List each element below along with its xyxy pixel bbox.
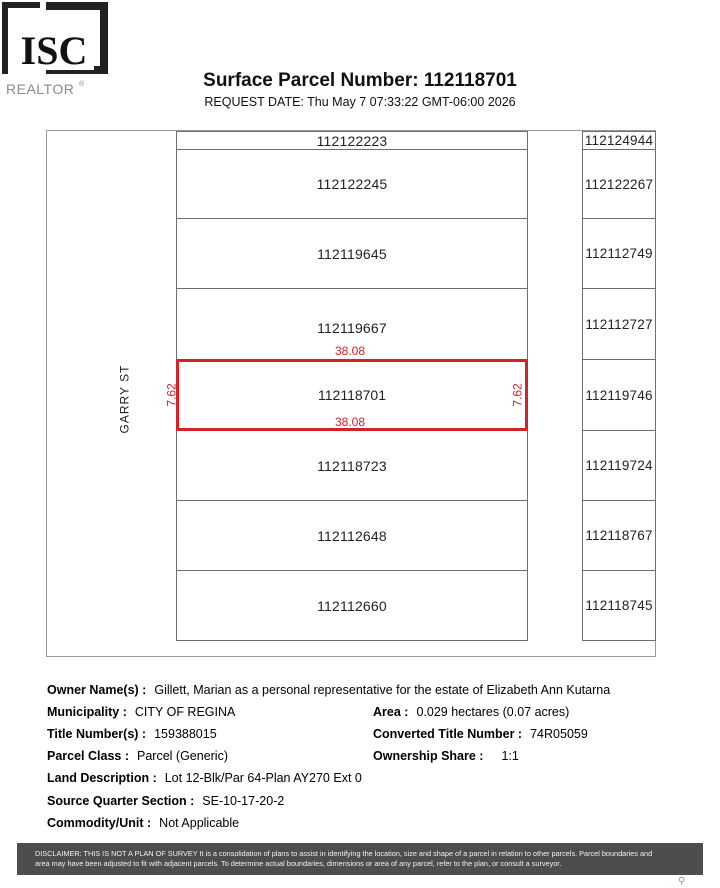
area-label: Area : (373, 705, 409, 719)
parcel-right-3: 112112749 (582, 218, 656, 289)
owner-row (47, 683, 610, 697)
area-row (373, 705, 569, 719)
source-quarter-value: SE-10-17-20-2 (202, 794, 285, 808)
request-date: REQUEST DATE: Thu May 7 07:33:22 GMT-06:00 2026 (204, 95, 516, 109)
converted-title-label: Converted Title Number : (373, 727, 523, 741)
ownership-share-value: 1:1 (501, 749, 519, 763)
page-title: Surface Parcel Number: 112118701 (203, 70, 517, 91)
dimension-bottom: 38.08 (335, 415, 366, 429)
parcel-right-4: 112112727 (582, 288, 656, 360)
parcel-left-5: 112118723 (176, 430, 528, 501)
parcel-left-6: 112112648 (176, 500, 528, 571)
parcel-left-7: 112112660 (176, 570, 528, 641)
converted-title-row (373, 727, 588, 741)
disclaimer-banner (17, 843, 703, 875)
municipality-value: CITY OF REGINA (134, 705, 236, 719)
ownership-share-label: Ownership Share : (373, 749, 484, 763)
parcel-right-2: 112122267 (582, 149, 656, 219)
commodity-value: Not Applicable (159, 816, 240, 830)
parcel-left-1: 112122223 (176, 131, 528, 150)
parcel-right-1: 112124944 (582, 131, 656, 150)
commodity-label: Commodity/Unit : (47, 816, 152, 830)
land-description-label: Land Description : (47, 771, 157, 785)
subject-parcel: 112118701 (176, 359, 528, 431)
land-description-row (47, 771, 362, 785)
disclaimer-line-2: area may have been adjusted to fit with adjacent parcels. To determine actual boundaries, dimensions or area of any parcel, refer to the plan, or consult a surveyor. (35, 859, 562, 868)
logo-text: ISC (20, 28, 88, 73)
location-pin-icon: ⚲ (678, 876, 686, 887)
street-label: GARRY ST (117, 364, 132, 434)
land-description-value: Lot 12-Blk/Par 64-Plan AY270 Ext 0 (164, 771, 362, 785)
parcel-right-5: 112119746 (582, 359, 656, 431)
parcel-right-8: 112118745 (582, 570, 656, 641)
ownership-share-row (373, 749, 519, 763)
dimension-right: 7.62 (510, 383, 525, 407)
parcel-left-4: 112119667 (176, 288, 528, 360)
owner-label: Owner Name(s) : (47, 683, 147, 697)
source-quarter-row (47, 794, 284, 808)
title-number-value: 159388015 (154, 727, 217, 741)
owner-value: Gillett, Marian as a personal representative for the estate of Elizabeth Ann Kutarna (154, 683, 611, 697)
area-value: 0.029 hectares (0.07 acres) (416, 705, 570, 719)
converted-title-value: 74R05059 (530, 727, 588, 741)
dimension-left: 7.62 (164, 383, 179, 407)
disclaimer-line-1: DISCLAIMER: THIS IS NOT A PLAN OF SURVEY It is a consolidation of plans to assist in identifying the location, size and shape of a parcel in relation to other parcels. Parcel boundaries and (35, 849, 653, 858)
source-quarter-label: Source Quarter Section : (47, 794, 195, 808)
parcel-class-label: Parcel Class : (47, 749, 129, 763)
parcel-right-6: 112119724 (582, 430, 656, 501)
parcel-class-row (47, 749, 228, 763)
parcel-left-2: 112122245 (176, 149, 528, 219)
title-number-label: Title Number(s) : (47, 727, 147, 741)
dimension-top: 38.08 (335, 344, 366, 358)
municipality-row (47, 705, 235, 719)
title-number-row (47, 727, 217, 741)
municipality-label: Municipality : (47, 705, 127, 719)
parcel-left-3: 112119645 (176, 218, 528, 289)
realtor-text: REALTOR (6, 81, 75, 96)
parcel-right-7: 112118767 (582, 500, 656, 571)
parcel-class-value: Parcel (Generic) (137, 749, 228, 763)
commodity-row (47, 816, 239, 830)
svg-text:®: ® (79, 81, 85, 88)
